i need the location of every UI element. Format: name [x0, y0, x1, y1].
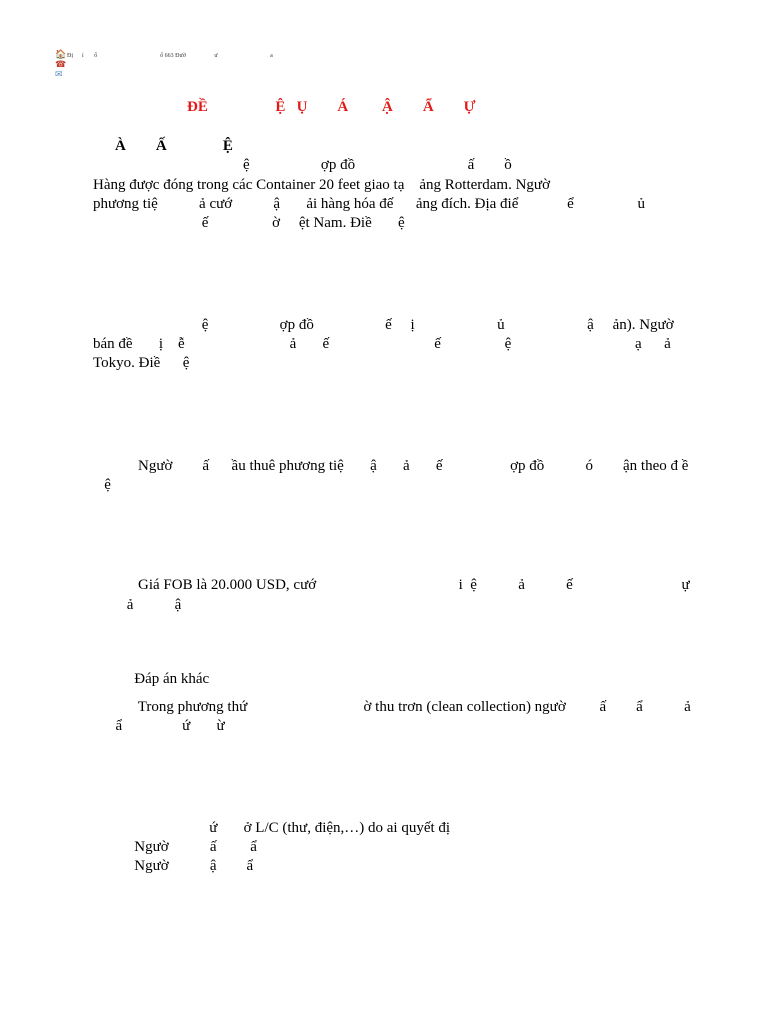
page-title: ĐỀ Ệ Ụ Á Ậ Ẩ Ự: [187, 99, 476, 115]
header-address: Đị ỉ ố ố 663 Đườ ư a: [67, 53, 273, 59]
answer-option-cont: ả ậ: [93, 597, 182, 613]
question-1-line-3: phương tiệ ả cướ ậ ải hàng hóa đế ảng đích. Địa điể ể ủ: [93, 196, 646, 212]
answer-option: Giá FOB là 20.000 USD, cướ i ệ ả ế ự: [93, 577, 690, 593]
question-6-line-1: Trong phương thứ ờ thu trơn (clean collection) ngườ ấ ẩ ả: [93, 699, 691, 715]
answer-option: Ngườ ấ ầu thuê phương tiệ ậ ả ế ợp đồ ó ận theo đ ề: [93, 458, 689, 474]
question-2-line-1: ệ ợp đồ ế ị ủ ậ ản). Ngườ: [93, 317, 674, 333]
answer-option-cont: ệ: [93, 477, 111, 493]
section-heading: À Ấ Ệ: [115, 138, 233, 154]
answer-option: Đáp án khác: [93, 671, 210, 687]
question-7-line-1: ứ ở L/C (thư, điện,…) do ai quyết đị: [93, 820, 451, 836]
question-6-line-2: ẩ ứ ừ: [93, 718, 225, 734]
question-2-line-3: Tokyo. Điề ệ: [93, 355, 190, 371]
question-2-line-2: bán đề ị ễ ả ế ế ệ ạ ả: [93, 336, 671, 352]
question-1-line-1: ệ ợp đồ ấ ồ: [93, 157, 512, 173]
question-1-line-4: ế ờ ệt Nam. Điề ệ: [93, 215, 405, 231]
email-icon: ✉: [55, 69, 63, 79]
question-1-line-2: Hàng được đóng trong các Container 20 feet giao tạ ảng Rotterdam. Ngườ: [93, 177, 550, 193]
answer-option: Ngườ ậ ẩ: [93, 858, 254, 874]
house-icon: 🏠: [55, 49, 67, 59]
answer-option: Ngườ ấ ẩ: [93, 839, 257, 855]
phone-icon: ☎: [55, 59, 67, 69]
